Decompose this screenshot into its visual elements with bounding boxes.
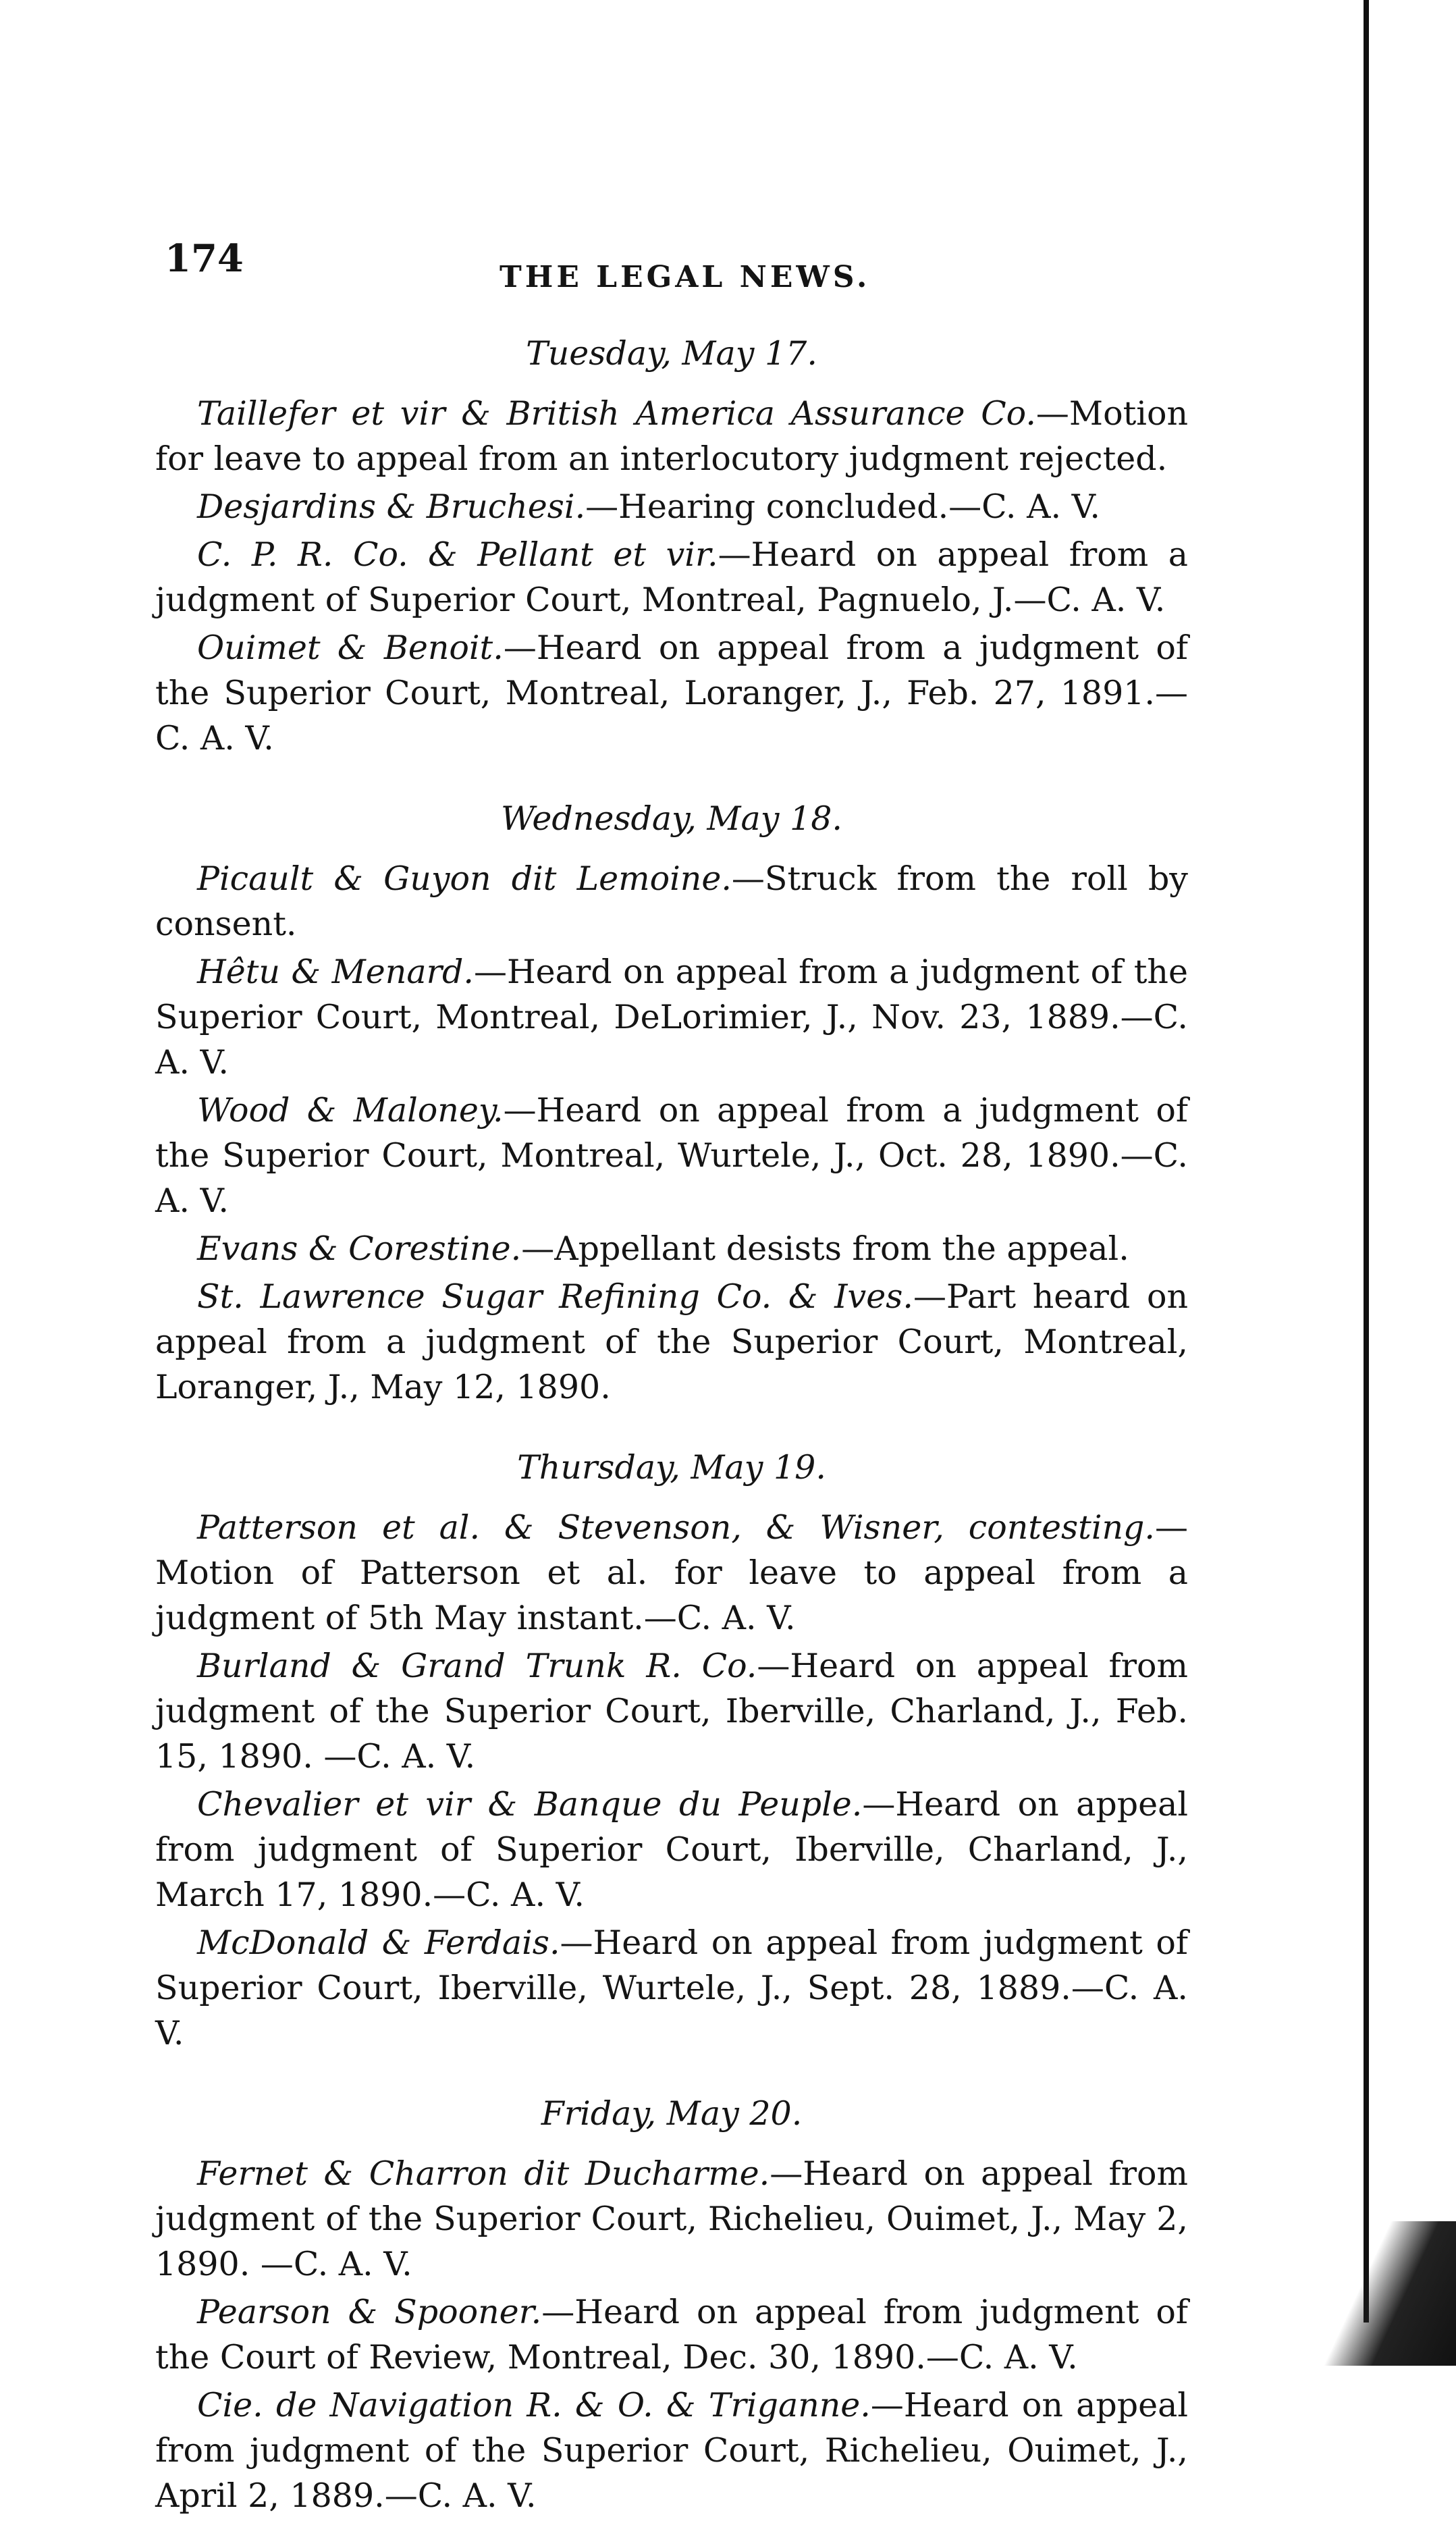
case-entry bbox=[155, 625, 1188, 761]
section-spacer bbox=[155, 1412, 1188, 1431]
scan-binding-rule bbox=[1364, 0, 1369, 2323]
case-entry bbox=[155, 2289, 1188, 2380]
section-spacer bbox=[155, 2059, 1188, 2077]
case-entry bbox=[155, 1274, 1188, 1410]
case-name: Chevalier et vir & Banque du Peuple. bbox=[197, 1785, 863, 1824]
case-name: Wood & Maloney. bbox=[197, 1091, 504, 1130]
case-entry bbox=[155, 1226, 1188, 1271]
case-text: —Heard on appeal from judgment of the Superior Court, Iberville, Charland, J., Feb. 15, 1890. —C. A. V. bbox=[155, 1647, 1188, 1776]
case-name: Picault & Guyon dit Lemoine. bbox=[197, 859, 732, 898]
case-name: Cie. de Navigation R. & O. & Triganne. bbox=[197, 2386, 871, 2424]
day-section-friday bbox=[155, 2091, 1188, 2518]
case-entry bbox=[155, 1782, 1188, 1917]
case-text: —Heard on appeal from judgment of the Court of Review, Montreal, Dec. 30, 1890.—C. A. V. bbox=[155, 2293, 1189, 2377]
case-text: —Heard on appeal from judgment of the Superior Court, Richelieu, Ouimet, J., April 2, 1889.—C. A. V. bbox=[155, 2386, 1188, 2515]
case-text: —Appellant desists from the appeal. bbox=[521, 1229, 1129, 1268]
case-text: —Heard on appeal from a judgment of the Superior Court, Montreal, Wurtele, J., Oct. 28, 1890.—C. A. V. bbox=[155, 1091, 1188, 1220]
day-heading: Wednesday, May 18. bbox=[501, 799, 842, 838]
case-name: Burland & Grand Trunk R. Co. bbox=[197, 1647, 757, 1685]
case-name: Pearson & Spooner. bbox=[197, 2293, 542, 2331]
case-entry bbox=[155, 949, 1188, 1085]
running-head: THE LEGAL NEWS. bbox=[500, 260, 871, 294]
scan-page-edge bbox=[1303, 2221, 1456, 2366]
case-name: C. P. R. Co. & Pellant et vir. bbox=[197, 535, 718, 574]
day-section-thursday bbox=[155, 1445, 1188, 2056]
case-text: —Heard on appeal from judgment of the Superior Court, Richelieu, Ouimet, J., May 2, 1890. —C. A. V. bbox=[155, 2154, 1189, 2283]
case-text: —Hearing concluded.—C. A. V. bbox=[585, 487, 1101, 526]
case-entry bbox=[155, 532, 1188, 622]
case-entry bbox=[155, 484, 1188, 529]
case-text: —Heard on appeal from a judgment of Superior Court, Montreal, Pagnuelo, J.—C. A. V. bbox=[155, 535, 1188, 619]
case-entry bbox=[155, 1920, 1188, 2056]
case-text: —Motion for leave to appeal from an interlocutory judgment rejected. bbox=[155, 394, 1188, 478]
case-text: —Heard on appeal from judgment of Superior Court, Iberville, Wurtele, J., Sept. 28, 1889.—C. A. V. bbox=[155, 1923, 1188, 2052]
case-entry bbox=[155, 2151, 1188, 2287]
page-number: 174 bbox=[165, 236, 244, 281]
case-entry bbox=[155, 1088, 1188, 1223]
case-name: Hêtu & Menard. bbox=[197, 953, 474, 991]
case-entry bbox=[155, 1643, 1188, 1779]
case-name: Taillefer et vir & British America Assurance Co. bbox=[197, 394, 1036, 433]
page-content bbox=[155, 317, 1188, 2521]
case-text: —Heard on appeal from a judgment of the Superior Court, Montreal, Loranger, J., Feb. 27, 1891.—C. A. V. bbox=[155, 629, 1188, 758]
case-text: —Heard on appeal from judgment of Superior Court, Iberville, Charland, J., March 17, 1890.—C. A. V. bbox=[155, 1785, 1188, 1914]
case-name: McDonald & Ferdais. bbox=[197, 1923, 560, 1962]
day-heading: Thursday, May 19. bbox=[517, 1448, 826, 1487]
section-spacer bbox=[155, 764, 1188, 782]
case-name: Evans & Corestine. bbox=[197, 1229, 522, 1268]
case-name: Patterson et al. & Stevenson, & Wisner, contesting. bbox=[197, 1508, 1155, 1547]
day-heading: Tuesday, May 17. bbox=[526, 334, 817, 373]
case-name: Fernet & Charron dit Ducharme. bbox=[197, 2154, 770, 2193]
case-entry bbox=[155, 856, 1188, 947]
case-name: Desjardins & Bruchesi. bbox=[197, 487, 586, 526]
day-section-tuesday bbox=[155, 331, 1188, 761]
case-text: —Part heard on appeal from a judgment of the Superior Court, Montreal, Loranger, J., May 12, 1890. bbox=[155, 1277, 1188, 1406]
case-text: —Struck from the roll by consent. bbox=[155, 859, 1188, 943]
day-section-wednesday bbox=[155, 796, 1188, 1410]
case-entry bbox=[155, 391, 1188, 481]
case-text: —Heard on appeal from a judgment of the Superior Court, Montreal, DeLorimier, J., Nov. 23, 1889.—C. A. V. bbox=[155, 953, 1188, 1082]
day-heading: Friday, May 20. bbox=[541, 2094, 803, 2133]
case-entry bbox=[155, 1505, 1188, 1641]
case-entry bbox=[155, 2383, 1188, 2518]
case-name: St. Lawrence Sugar Refining Co. & Ives. bbox=[197, 1277, 913, 1316]
case-text: —Motion of Patterson et al. for leave to appeal from a judgment of 5th May instant.—C. A. V. bbox=[155, 1508, 1188, 1637]
case-name: Ouimet & Benoit. bbox=[197, 629, 504, 667]
